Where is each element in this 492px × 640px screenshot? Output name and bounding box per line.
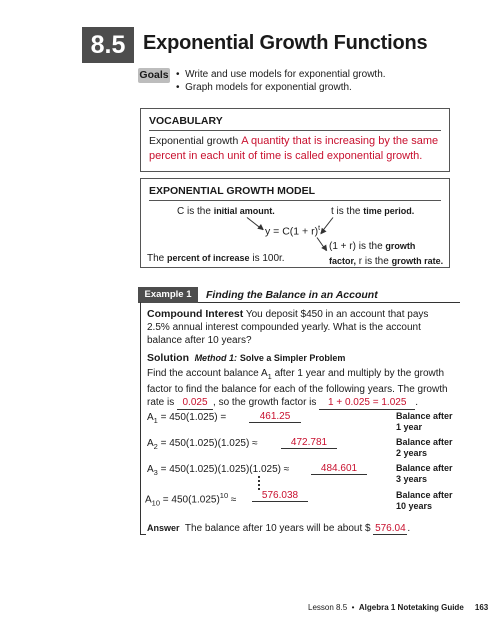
balance-caption-3: Balance after 3 years <box>396 463 453 484</box>
example-title: Finding the Balance in an Account <box>206 289 378 301</box>
ellipsis-dot <box>258 480 260 482</box>
arrow-icon <box>317 237 327 251</box>
vocabulary-entry <box>149 134 438 164</box>
percent-increase-label: The percent of increase is 100r. <box>147 253 285 264</box>
balance-row-2: $A_2 = 450(1.025)(1.025)$ ≈ <box>147 438 258 451</box>
balance-answer-2: 472.781 <box>281 437 337 449</box>
rate-answer: 0.025 <box>177 396 213 410</box>
vocabulary-definition: percent in each unit of time is called exponential growth. <box>149 150 423 162</box>
initial-amount-label: C is the initial amount. <box>177 206 275 217</box>
solution-explanation: Find the account balance $A_1$ after 1 year and multiply by the growth factor to find the balance for each of the following years. The growth rate is 0.025 , so the growth factor is 1 + 0.025 = 1.025 . <box>147 368 448 408</box>
ellipsis-dot <box>258 476 260 478</box>
divider <box>149 130 441 131</box>
example-margin-rule <box>140 534 146 535</box>
balance-answer-3: 484.601 <box>311 463 367 475</box>
section-number-badge: 8.5 <box>82 27 134 63</box>
balance-caption-10: Balance after 10 years <box>396 490 453 511</box>
ellipsis-dot <box>258 484 260 486</box>
vocabulary-term: Exponential growth <box>149 135 239 147</box>
problem-statement: Compound Interest You deposit $450 in an account that pays 2.5% annual interest compounded yearly. What is the account balance after 10 years? <box>147 308 429 346</box>
solution-heading: Solution Method 1: Solve a Simpler Problem <box>147 352 346 364</box>
balance-row-10: $A_{10} = 450(1.025)^{10}$ ≈ <box>145 491 237 508</box>
growth-factor-answer: 1 + 0.025 = 1.025 <box>319 396 415 410</box>
balance-row-3: $A_3 = 450(1.025)(1.025)(1.025)$ ≈ <box>147 464 290 477</box>
balance-answer-10: 576.038 <box>252 490 308 502</box>
page-number: 163 <box>474 603 489 612</box>
goals-badge: Goals <box>139 69 169 81</box>
growth-model-box <box>140 178 450 268</box>
example-badge: Example 1 <box>138 287 198 303</box>
balance-answer-1: 461.25 <box>249 411 301 423</box>
time-period-label: t is the time period. <box>331 206 415 217</box>
final-answer-value: 576.04 <box>375 523 406 534</box>
growth-equation: $y = C(1 + r)^t$ <box>265 225 321 238</box>
balance-caption-2: Balance after 2 years <box>396 437 453 458</box>
final-answer: Answer The balance after 10 years will be about $ 576.04 . <box>147 523 411 534</box>
goal-item: • Graph models for exponential growth. <box>176 82 352 93</box>
example-margin-rule <box>140 302 141 534</box>
arrow-icon <box>320 217 333 233</box>
vocabulary-heading: VOCABULARY <box>149 115 223 127</box>
model-heading: EXPONENTIAL GROWTH MODEL <box>149 185 316 197</box>
divider <box>149 200 441 201</box>
arrow-icon <box>247 217 263 230</box>
growth-factor-label: (1 + r) is the growth factor, r is the growth rate. <box>329 241 444 267</box>
section-title: Exponential Growth Functions <box>143 32 428 54</box>
divider <box>198 302 460 303</box>
vocabulary-box <box>140 108 450 172</box>
balance-caption-1: Balance after 1 year <box>396 411 453 432</box>
goal-item: • Write and use models for exponential growth. <box>176 69 386 80</box>
vocabulary-definition: A quantity that is increasing by the same <box>241 135 439 147</box>
page-footer: Lesson 8.5 • Algebra 1 Notetaking Guide 163 <box>308 603 489 612</box>
balance-row-1: $A_1 = 450(1.025)$ = <box>147 412 227 425</box>
